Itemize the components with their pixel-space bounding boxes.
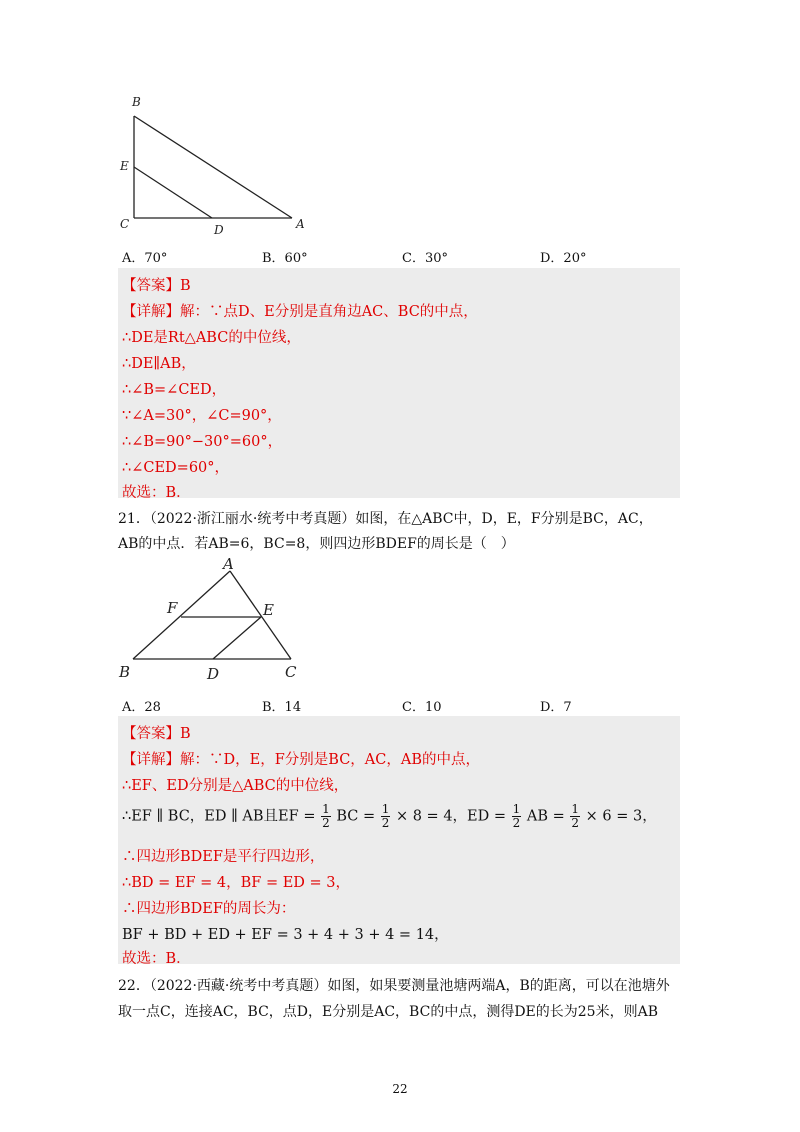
- q21-detail-6: ∴四边形BDEF的周长为：: [122, 901, 296, 917]
- detail-tag: 【详解】: [122, 304, 180, 320]
- q21-detail-7: BF + BD + ED + EF = 3 + 4 + 3 + 4 = 14，: [122, 927, 449, 943]
- q20-detail-1: [122, 300, 478, 321]
- q20-option-c: C．30°: [402, 251, 448, 266]
- page-number: 22: [392, 1082, 408, 1096]
- frac-den: 2: [381, 816, 390, 830]
- detail-text: 解：∵D，E，F分别是BC，AC，AB的中点，: [180, 752, 480, 768]
- frac-num: 1: [322, 802, 330, 816]
- label-A2: A: [223, 555, 234, 573]
- eq-part-e: × 6 = 3，: [585, 808, 657, 825]
- label-E: E: [120, 159, 129, 173]
- answer-tag: 【答案】: [122, 726, 180, 742]
- label-D2: D: [207, 665, 220, 683]
- q21-detail-1: [122, 748, 480, 769]
- label-B2: B: [119, 663, 131, 681]
- q21-detail-4: ∴四边形BDEF是平行四边形，: [122, 849, 325, 865]
- label-C2: C: [285, 663, 297, 681]
- q21-option-c: C．10: [402, 700, 442, 715]
- frac-den: 2: [571, 816, 580, 830]
- eq-part-c: × 8 = 4，ED =: [395, 808, 507, 825]
- fraction-half-4: [570, 803, 580, 830]
- eq-part-b: BC =: [336, 808, 376, 825]
- frac-num: 1: [571, 802, 580, 816]
- q21-answer: [122, 722, 191, 743]
- frac-den: 2: [322, 816, 330, 830]
- detail-tag: 【详解】: [122, 752, 180, 768]
- q20-detail-4: ∴∠B=∠CED，: [122, 382, 227, 398]
- q20-detail-6: ∴∠B=90°−30°=60°，: [122, 434, 283, 450]
- frac-num: 1: [381, 802, 390, 816]
- q20-option-b: B．60°: [262, 251, 308, 266]
- q22-stem-line2: 取一点C，连接AC，BC，点D，E分别是AC，BC的中点，测得DE的长为25米，则AB: [118, 1004, 658, 1020]
- label-E2: E: [263, 601, 274, 619]
- q20-detail-7: ∴∠CED=60°，: [122, 460, 230, 476]
- answer-value: B: [180, 278, 191, 294]
- figure-triangle-midpoints: [115, 555, 315, 685]
- frac-den: 2: [512, 816, 521, 830]
- label-B: B: [132, 95, 141, 109]
- answer-value: B: [180, 726, 191, 742]
- eq-part-a: ∴EF ∥ BC，ED ∥ AB且EF =: [122, 808, 316, 825]
- figure-right-triangle: [110, 90, 320, 240]
- q21-stem-line2: AB的中点．若AB=6，BC=8，则四边形BDEF的周长是（ ）: [118, 536, 515, 552]
- q20-answer: [122, 274, 191, 295]
- fraction-half-2: [381, 803, 391, 830]
- eq-part-d: AB =: [526, 808, 565, 825]
- frac-num: 1: [512, 802, 521, 816]
- q20-option-d: D．20°: [540, 251, 587, 266]
- q21-detail-5: ∴BD = EF = 4，BF = ED = 3，: [122, 875, 350, 891]
- q20-detail-8: 故选：B．: [122, 485, 191, 501]
- q22-stem-line1: 22．（2022·西藏·统考中考真题）如图，如果要测量池塘两端A，B的距离，可以在池塘外: [118, 978, 670, 994]
- q20-detail-2: ∴DE是Rt△ABC的中位线，: [122, 330, 301, 346]
- q20-option-a: A．70°: [122, 251, 168, 266]
- label-D: D: [214, 223, 224, 237]
- q21-option-a: A．28: [122, 700, 161, 715]
- fraction-half-3: [512, 803, 522, 830]
- q21-stem-line1: 21．（2022·浙江丽水·统考中考真题）如图，在△ABC中，D，E，F分别是BC，AC，: [118, 511, 653, 527]
- q21-option-b: B．14: [262, 700, 302, 715]
- label-C: C: [120, 217, 130, 231]
- q20-detail-3: ∴DE∥AB，: [122, 356, 196, 372]
- q21-detail-8: 故选：B．: [122, 951, 191, 967]
- label-A: A: [296, 217, 305, 231]
- q21-detail-2: ∴EF、ED分别是△ABC的中位线，: [122, 778, 349, 794]
- fraction-half-1: [321, 803, 331, 830]
- q21-detail-3: [122, 803, 657, 830]
- q21-option-d: D．7: [540, 700, 572, 715]
- answer-tag: 【答案】: [122, 278, 180, 294]
- detail-text: 解：∵点D、E分别是直角边AC、BC的中点，: [180, 304, 478, 320]
- q20-detail-5: ∵∠A=30°，∠C=90°，: [122, 408, 282, 424]
- label-F2: F: [167, 599, 178, 617]
